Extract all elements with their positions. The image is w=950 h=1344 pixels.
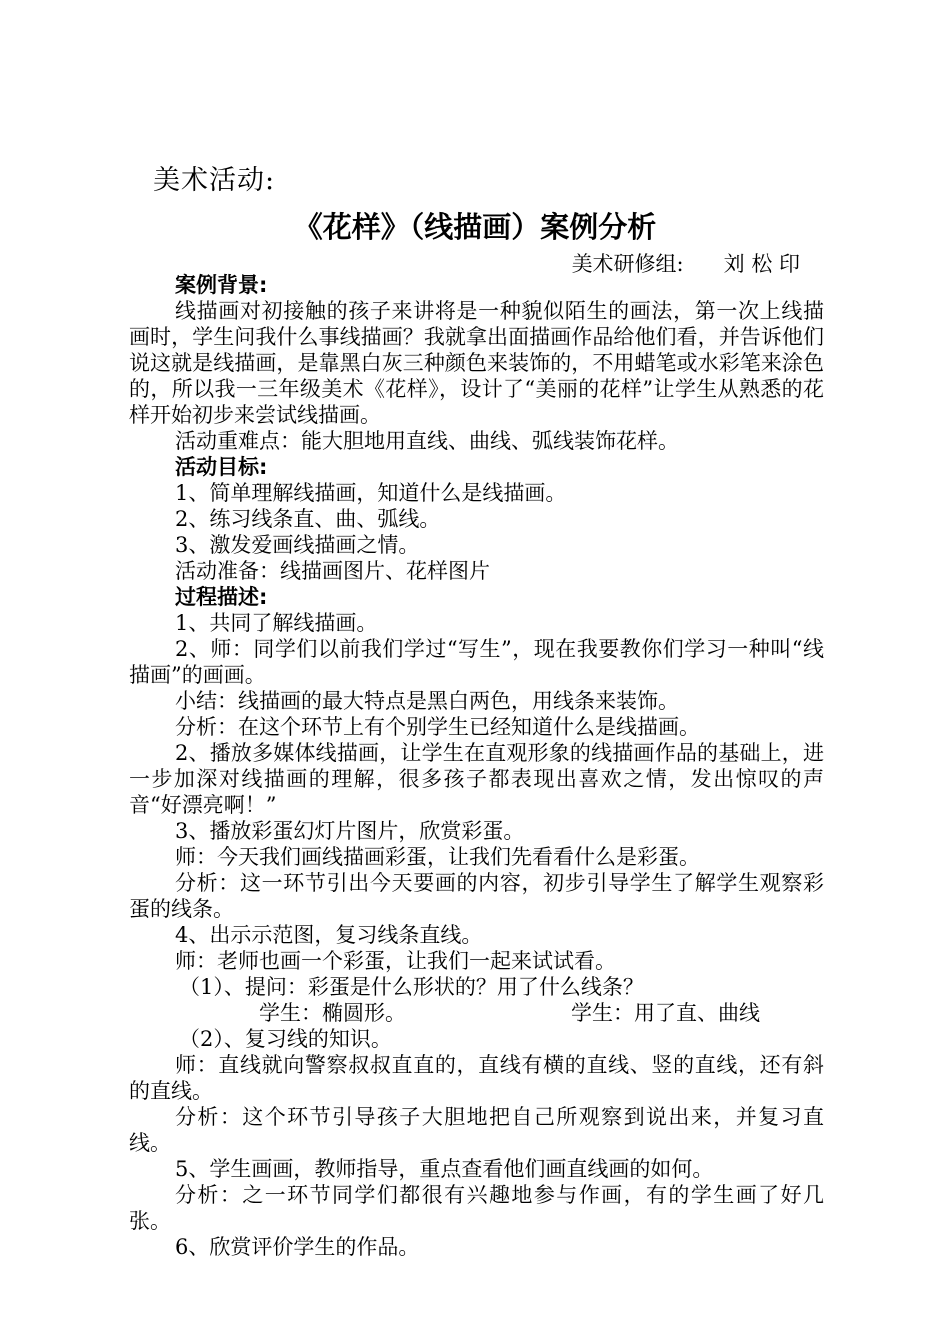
paragraph: （1）、提问：彩蛋是什么形状的？用了什么线条？ <box>179 975 644 999</box>
paragraph: 5、学生画画，教师指导，重点查看他们画直线画的如何。 <box>175 1157 714 1181</box>
paragraph: 活动重难点：能大胆地用直线、曲线、弧线装饰花样。 <box>175 429 679 453</box>
document-body <box>129 272 824 1260</box>
paragraph-block <box>129 1026 824 1260</box>
paragraph: 小结：线描画的最大特点是黑白两色，用线条来装饰。 <box>175 689 679 713</box>
paragraph: 2、师：同学们以前我们学过“写生”，现在我要教你们学习一种叫“线描画”的画画。 <box>129 637 824 687</box>
paragraph: 师：今天我们画线描画彩蛋，让我们先看看什么是彩蛋。 <box>175 845 700 869</box>
author-group: 美术研修组: <box>571 252 684 276</box>
activity-kicker: 美术活动: <box>153 165 276 196</box>
answer-right: 学生：用了直、曲线 <box>571 1001 760 1025</box>
paragraph: 分析：这个环节引导孩子大胆地把自己所观察到说出来，并复习直线。 <box>129 1105 824 1155</box>
paragraph: 分析：这一环节引出今天要画的内容，初步引导学生了解学生观察彩蛋的线条。 <box>129 871 824 921</box>
author-name: 刘 松 印 <box>723 252 800 276</box>
paragraph: （2）、复习线的知识。 <box>179 1027 392 1051</box>
paragraph: 3、播放彩蛋幻灯片图片，欣赏彩蛋。 <box>175 819 525 843</box>
answer-row <box>129 1000 824 1026</box>
paragraph: 4、出示示范图，复习线条直线。 <box>175 923 483 947</box>
section-heading: 过程描述: <box>175 585 268 609</box>
paragraph: 师：直线就向警察叔叔直直的，直线有横的直线、竖的直线，还有斜的直线。 <box>129 1053 824 1103</box>
paragraph: 2、播放多媒体线描画，让学生在直观形象的线描画作品的基础上，进一步加深对线描画的理解，很多孩子都表现出喜欢之情，发出惊叹的声音“好漂亮啊！” <box>129 741 824 817</box>
section-heading: 案例背景: <box>175 273 268 297</box>
paragraph: 2、练习线条直、曲、弧线。 <box>175 507 441 531</box>
paragraph: 1、简单理解线描画，知道什么是线描画。 <box>175 481 567 505</box>
paragraph: 线描画对初接触的孩子来讲将是一种貌似陌生的画法，第一次上线描画时，学生问我什么事线描画？我就拿出面描画作品给他们看，并告诉他们说这就是线描画，是靠黑白灰三种颜色来装饰的，不用蜡笔或水彩笔来涂色的，所以我一三年级美术《花样》，设计了“美丽的花样”让学生从熟悉的花样开始初步来尝试线描画。 <box>129 299 824 427</box>
paragraph: 6、欣赏评价学生的作品。 <box>175 1235 420 1259</box>
paragraph: 1、共同了解线描画。 <box>175 611 378 635</box>
paragraph: 分析：之一环节同学们都很有兴趣地参与作画，有的学生画了好几张。 <box>129 1183 824 1233</box>
paragraph: 师：老师也画一个彩蛋，让我们一起来试试看。 <box>175 949 616 973</box>
section-heading: 活动目标: <box>175 455 268 479</box>
answer-left: 学生：椭圆形。 <box>259 1001 406 1025</box>
paragraph: 活动准备：线描画图片、花样图片 <box>175 559 490 583</box>
paragraph-block <box>129 272 824 1000</box>
document-title: 《花样》（线描画）案例分析 <box>293 210 657 244</box>
paragraph: 3、激发爱画线描画之情。 <box>175 533 420 557</box>
paragraph: 分析：在这个环节上有个别学生已经知道什么是线描画。 <box>175 715 700 739</box>
